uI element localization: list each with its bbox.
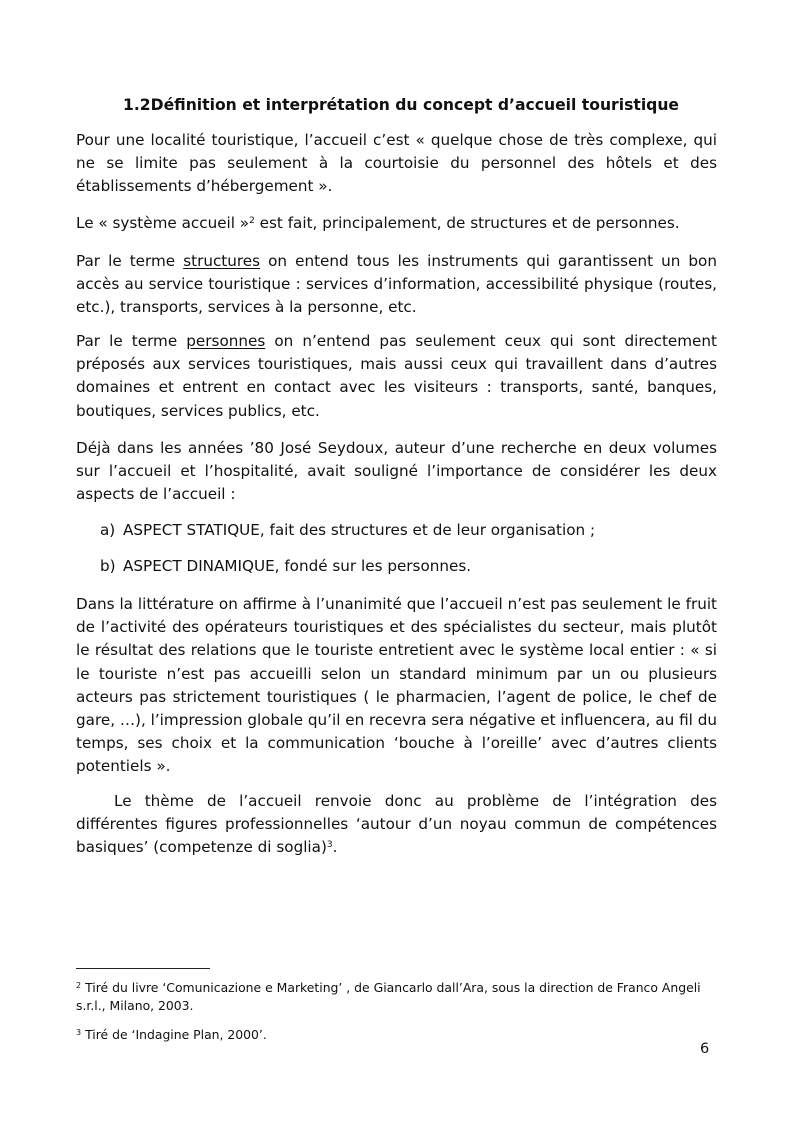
- section-title: Définition et interprétation du concept d’accueil touristique: [150, 96, 680, 114]
- term-personnes: personnes: [186, 332, 266, 350]
- footnote-separator: [76, 968, 210, 969]
- footnote-ref-2: 2: [249, 216, 255, 226]
- paragraph-intro: Pour une localité touristique, l’accueil c’est « quelque chose de très complexe, qui ne se limite pas seulement à la courtoisie du personnel des hôtels et des établissements d’hébergement ».: [76, 131, 717, 196]
- list-marker: b): [100, 557, 116, 575]
- list-item-dynamic: [100, 555, 471, 578]
- paragraph-text: Par le terme: [76, 252, 184, 270]
- footnote-2: [76, 979, 717, 1014]
- term-structures: structures: [183, 252, 261, 270]
- footnote-text: Tiré du livre ‘Comunicazione e Marketing’ , de Giancarlo dall’Ara, sous la direction de Franco Angeli s.r.l., Milano, 2003.: [76, 980, 701, 1013]
- paragraph-text: on n’entend pas seulement ceux qui sont directement préposés aux services touristiques, mais aussi ceux qui travaillent dans d’autres domaines et entrent en contact avec les visiteurs : transports, santé, banques, boutiques, services publics, etc.: [76, 332, 717, 420]
- section-number: 1.2: [123, 96, 151, 114]
- list-item-text: ASPECT DINAMIQUE, fondé sur les personnes.: [123, 557, 472, 575]
- paragraph-text: .: [332, 838, 338, 857]
- paragraph-personnes: [76, 330, 717, 423]
- footnote-number: 3: [76, 1028, 82, 1037]
- paragraph-structures: [76, 250, 717, 320]
- paragraph-text: Le « système accueil »: [76, 214, 250, 232]
- footnote-ref-3: 3: [326, 840, 333, 851]
- paragraph-text: est fait, principalement, de structures et de personnes.: [254, 214, 680, 232]
- footnote-number: 2: [76, 981, 82, 990]
- paragraph-text: Le thème de l’accueil renvoie donc au problème de l’intégration des différentes figures professionnelles ‘autour d’un noyau commun de compétences basiques’ (competenze di soglia): [76, 792, 717, 857]
- paragraph-litterature: Dans la littérature on affirme à l’unanimité que l’accueil n’est pas seulement le fruit de l’activité des opérateurs touristiques et des spécialistes du secteur, mais plutôt le résultat des relations que le touriste entretient avec le système local entier : « si le touriste n’est pas accueilli selon un standard minimum par un ou plusieurs acteurs pas strictement touristiques ( le pharmacien, l’agent de police, le chef de gare, …), l’impression globale qu’il en recevra sera négative et influencera, au fil du temps, ses choix et la communication ‘bouche à l’oreille’ avec d’autres clients potentiels ».: [76, 595, 717, 776]
- list-item-text: ASPECT STATIQUE, fait des structures et de leur organisation ;: [123, 521, 596, 539]
- footnote-text: Tiré de ‘Indagine Plan, 2000’.: [85, 1027, 267, 1042]
- page-number: 6: [700, 1041, 710, 1057]
- list-marker: a): [100, 521, 116, 539]
- footnote-3: [76, 1026, 717, 1044]
- paragraph-text: Par le terme: [76, 332, 187, 350]
- list-item-static: [100, 519, 595, 542]
- paragraph-systeme-accueil: [76, 212, 717, 235]
- paragraph-seydoux: Déjà dans les années ’80 José Seydoux, auteur d’une recherche en deux volumes sur l’accueil et l’hospitalité, avait souligné l’importance de considérer les deux aspects de l’accueil :: [76, 439, 717, 504]
- paragraph-text: on entend tous les instruments qui garantissent un bon accès au service touristique : services d’information, accessibilité physique (routes, etc.), transports, services à la personne, etc.: [76, 252, 717, 317]
- section-heading: [123, 93, 679, 117]
- paragraph-theme: [76, 790, 717, 860]
